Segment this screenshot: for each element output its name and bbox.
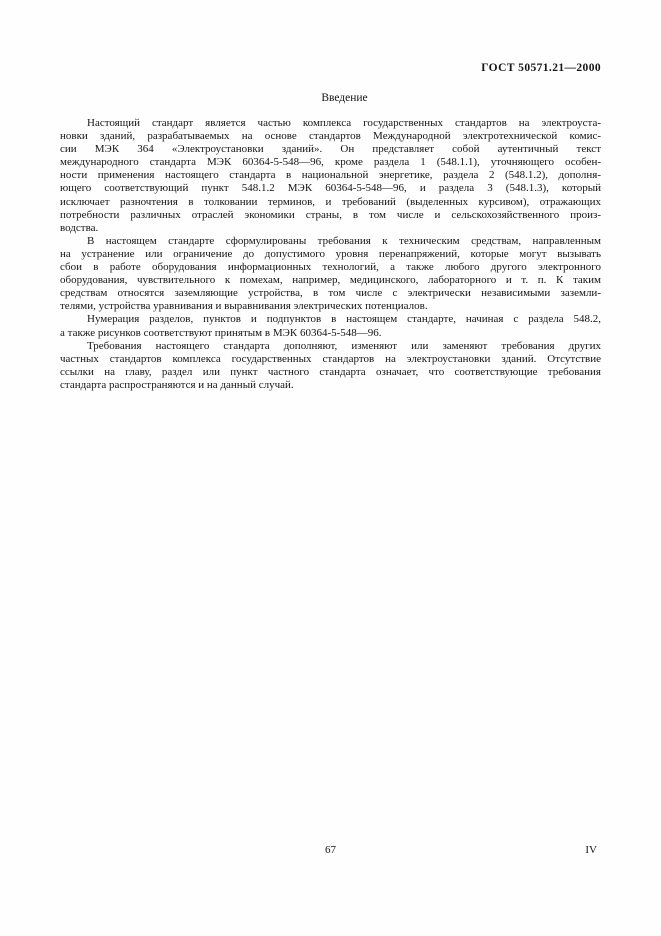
roman-page-number: IV: [585, 844, 597, 856]
text-line: частных стандартов комплекса государственных стандартов на электроустановки зданий. Отсутствие: [60, 352, 601, 365]
page-number: 67: [325, 844, 336, 856]
text-line: телями, устройства уравнивания и выравнивания электрических потенциалов.: [60, 300, 428, 313]
text-line: сбои в работе оборудования информационных технологий, а также любого другого электронного: [60, 261, 601, 274]
text-line: водства.: [60, 221, 99, 234]
text-line: ности применения настоящего стандарта в национальной энергетике, раздела 2 (548.1.2), дополня-: [60, 169, 601, 182]
section-title: Введение: [321, 92, 368, 104]
text-line: потребности различных отраслей экономики страны, в том числе и сельскохозяйственного произ-: [60, 208, 601, 221]
text-line: оборудования, чувствительного к помехам, например, медицинского, лабораторного и т. п. К таким: [60, 274, 601, 287]
paragraph: [60, 340, 601, 392]
text-line: Настоящий стандарт является частью комплекса государственных стандартов на электроуста-: [87, 117, 601, 129]
paragraph: [60, 117, 601, 235]
text-line: сии МЭК 364 «Электроустановки зданий». Он представляет собой аутентичный текст: [60, 143, 601, 156]
text-line: исключает разночтения в толковании терминов, и требований (выделенных курсивом), отражающих: [60, 195, 601, 208]
standard-designation-header: ГОСТ 50571.21—2000: [481, 62, 601, 74]
paragraph: [60, 235, 601, 314]
text-line: средствам относятся заземляющие устройства, в том числе с электрически независимыми заземли-: [60, 287, 601, 300]
text-line: международного стандарта МЭК 60364-5-548—96, кроме раздела 1 (548.1.1), уточняющего особен-: [60, 156, 601, 169]
text-line: В настоящем стандарте сформулированы требования к техническим средствам, направленным: [87, 234, 601, 247]
text-line: стандарта распространяются и на данный случай.: [60, 378, 294, 391]
paragraph: [60, 313, 601, 339]
text-line: новки зданий, разрабатываемых на основе стандартов Международной электротехнической комис-: [60, 130, 601, 143]
text-line: Требования настоящего стандарта дополняют, изменяют или заменяют требования других: [87, 339, 601, 352]
text-line: а также рисунков соответствуют принятым в МЭК 60364-5-548—96.: [60, 326, 382, 339]
text-line: ющего соответствующий пункт 548.1.2 МЭК 60364-5-548—96, и раздела 3 (548.1.3), который: [60, 182, 601, 195]
document-body: [60, 117, 601, 392]
text-line: на устранение или ограничение до допустимого уровня перенапряжений, которые могут вызывать: [60, 247, 601, 260]
text-line: ссылки на главу, раздел или пункт частного стандарта означает, что соответствующие требования: [60, 365, 601, 378]
text-line: Нумерация разделов, пунктов и подпунктов в настоящем стандарте, начиная с раздела 548.2,: [87, 313, 601, 326]
